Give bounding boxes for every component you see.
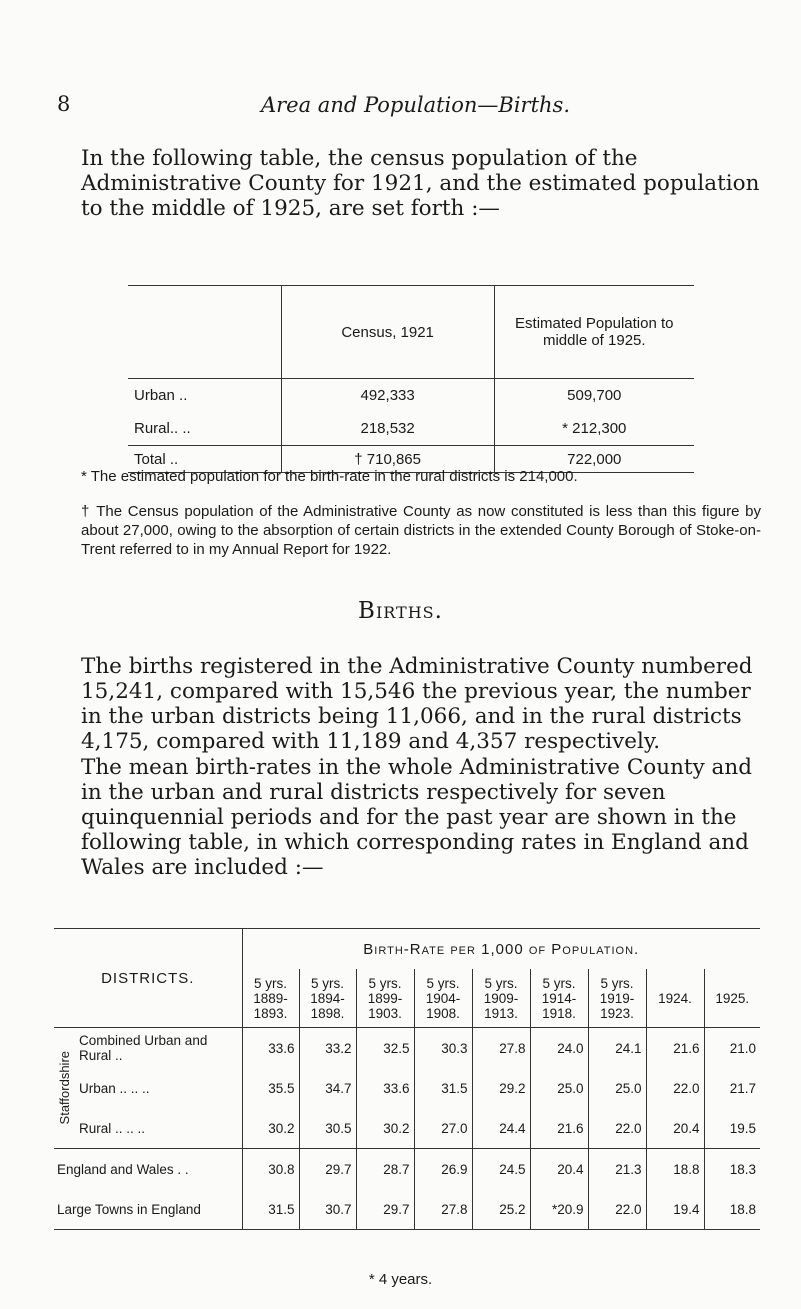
- row-label: Urban .. .. ..: [79, 1080, 150, 1096]
- table-row: [54, 1068, 760, 1108]
- census-value: 492,333: [281, 379, 494, 413]
- rate-cell: 27.8: [414, 1189, 472, 1230]
- population-table: [128, 285, 694, 473]
- table-row: [54, 1028, 760, 1069]
- rate-cell: 31.5: [242, 1189, 299, 1230]
- period-header: 1925.: [704, 969, 760, 1028]
- rate-cell: 22.0: [646, 1068, 704, 1108]
- estimated-value: * 212,300: [494, 412, 694, 446]
- rate-cell: 25.2: [472, 1189, 530, 1230]
- row-label: Large Towns in England: [54, 1189, 242, 1230]
- rate-cell: 31.5: [414, 1068, 472, 1108]
- rate-cell: 19.4: [646, 1189, 704, 1230]
- leader-dots: ..: [182, 420, 191, 437]
- period-header: 5 yrs. 1899- 1903.: [356, 969, 414, 1028]
- table-row: [54, 1149, 760, 1190]
- rate-cell: 18.8: [704, 1189, 760, 1230]
- rate-cell: 25.0: [588, 1068, 646, 1108]
- population-col-estimated: Estimated Population to middle of 1925.: [494, 286, 694, 379]
- rate-cell: 33.6: [356, 1068, 414, 1108]
- running-head: Area and Population—Births.: [260, 93, 571, 117]
- period-header: 5 yrs. 1904- 1908.: [414, 969, 472, 1028]
- rate-cell: 34.7: [299, 1068, 356, 1108]
- footnote-star: * The estimated population for the birth-rate in the rural districts is 214,000.: [81, 468, 578, 485]
- rate-cell: 25.0: [530, 1068, 588, 1108]
- row-label: Urban: [134, 387, 175, 404]
- rate-cell: 30.2: [242, 1108, 299, 1149]
- birth-rate-group-header: Birth-Rate per 1,000 of Population.: [242, 929, 760, 970]
- rate-cell: 20.4: [646, 1108, 704, 1149]
- table-row: [54, 1108, 760, 1149]
- rate-cell: 22.0: [588, 1189, 646, 1230]
- rate-cell: 29.2: [472, 1068, 530, 1108]
- rate-cell: 30.3: [414, 1028, 472, 1069]
- period-header: 5 yrs. 1894- 1898.: [299, 969, 356, 1028]
- footnote-dagger: † The Census population of the Administrative County as now constituted is less than this figure by about 27,000, owing to the absorption of certain districts in the extended County Borough of Stoke-on-Trent referred to in my Annual Report for 1922.: [81, 503, 761, 558]
- districts-header: DISTRICTS.: [54, 929, 242, 1028]
- rate-cell: 30.2: [356, 1108, 414, 1149]
- census-value: 218,532: [281, 412, 494, 446]
- births-paragraph-1: The births registered in the Administrative County numbered 15,241, compared with 15,546 the previous year, the number in the urban districts being 11,066, and in the rural districts 4,175, compared with 11,189 and 4,357 respectively.: [81, 654, 753, 754]
- section-heading-births: Births.: [358, 598, 443, 624]
- population-col-blank: [128, 286, 281, 379]
- rate-cell: 20.4: [530, 1149, 588, 1190]
- row-label: Combined Urban and Rural ..: [79, 1033, 208, 1063]
- leader-dots: ..: [179, 387, 188, 404]
- period-header: 5 yrs. 1909- 1913.: [472, 969, 530, 1028]
- table-row: [128, 412, 694, 446]
- rate-cell: 29.7: [356, 1189, 414, 1230]
- table-row: [54, 1189, 760, 1230]
- period-header: 1924.: [646, 969, 704, 1028]
- rate-cell: 21.6: [530, 1108, 588, 1149]
- rate-cell: 35.5: [242, 1068, 299, 1108]
- rate-cell: 26.9: [414, 1149, 472, 1190]
- staffordshire-group-label: Staffordshire: [54, 1028, 76, 1149]
- rate-cell: 21.6: [646, 1028, 704, 1069]
- rate-cell: 21.3: [588, 1149, 646, 1190]
- rate-cell: 24.5: [472, 1149, 530, 1190]
- rate-cell: 33.6: [242, 1028, 299, 1069]
- rate-cell: 24.1: [588, 1028, 646, 1069]
- rate-cell: 21.0: [704, 1028, 760, 1069]
- period-header: 5 yrs. 1914- 1918.: [530, 969, 588, 1028]
- intro-paragraph: In the following table, the census population of the Administrative County for 1921, and the estimated population to the middle of 1925, are set forth :—: [81, 146, 760, 221]
- rate-cell: 24.4: [472, 1108, 530, 1149]
- census-value: † 710,865: [281, 446, 494, 473]
- rate-cell: 19.5: [704, 1108, 760, 1149]
- rate-cell: 33.2: [299, 1028, 356, 1069]
- rate-cell: 29.7: [299, 1149, 356, 1190]
- footnote-four-years: * 4 years.: [368, 1271, 433, 1288]
- birth-rate-table: [54, 928, 760, 1230]
- table-row: [128, 379, 694, 413]
- row-label: England and Wales . .: [57, 1161, 189, 1177]
- rate-cell: 30.7: [299, 1189, 356, 1230]
- population-table-header: [128, 286, 694, 379]
- row-label: Rural .. .. ..: [76, 1108, 242, 1149]
- rate-cell: 21.7: [704, 1068, 760, 1108]
- rate-cell: 30.8: [242, 1149, 299, 1190]
- period-header: 5 yrs. 1919- 1923.: [588, 969, 646, 1028]
- rate-cell: 32.5: [356, 1028, 414, 1069]
- rate-cell: *20.9: [530, 1189, 588, 1230]
- rate-cell: 27.0: [414, 1108, 472, 1149]
- row-label: Total: [134, 450, 166, 468]
- rate-cell: 28.7: [356, 1149, 414, 1190]
- estimated-value: 509,700: [494, 379, 694, 413]
- rate-cell: 22.0: [588, 1108, 646, 1149]
- rate-cell: 27.8: [472, 1028, 530, 1069]
- leader-dots: ..: [169, 450, 179, 468]
- row-label: Rural..: [134, 420, 179, 437]
- births-paragraph-2: The mean birth-rates in the whole Administrative County and in the urban and rural districts respectively for seven quinquennial periods and for the past year are shown in the following table, in which corresponding rates in England and Wales are included :—: [81, 755, 752, 880]
- page-number: 8: [57, 92, 71, 116]
- rate-cell: 18.8: [646, 1149, 704, 1190]
- period-header: 5 yrs. 1889- 1893.: [242, 969, 299, 1028]
- estimated-value: 722,000: [494, 446, 694, 473]
- rate-cell: 18.3: [704, 1149, 760, 1190]
- population-col-census: Census, 1921: [281, 286, 494, 379]
- rate-cell: 30.5: [299, 1108, 356, 1149]
- birth-rate-group-header-row: [54, 929, 760, 970]
- rate-cell: 24.0: [530, 1028, 588, 1069]
